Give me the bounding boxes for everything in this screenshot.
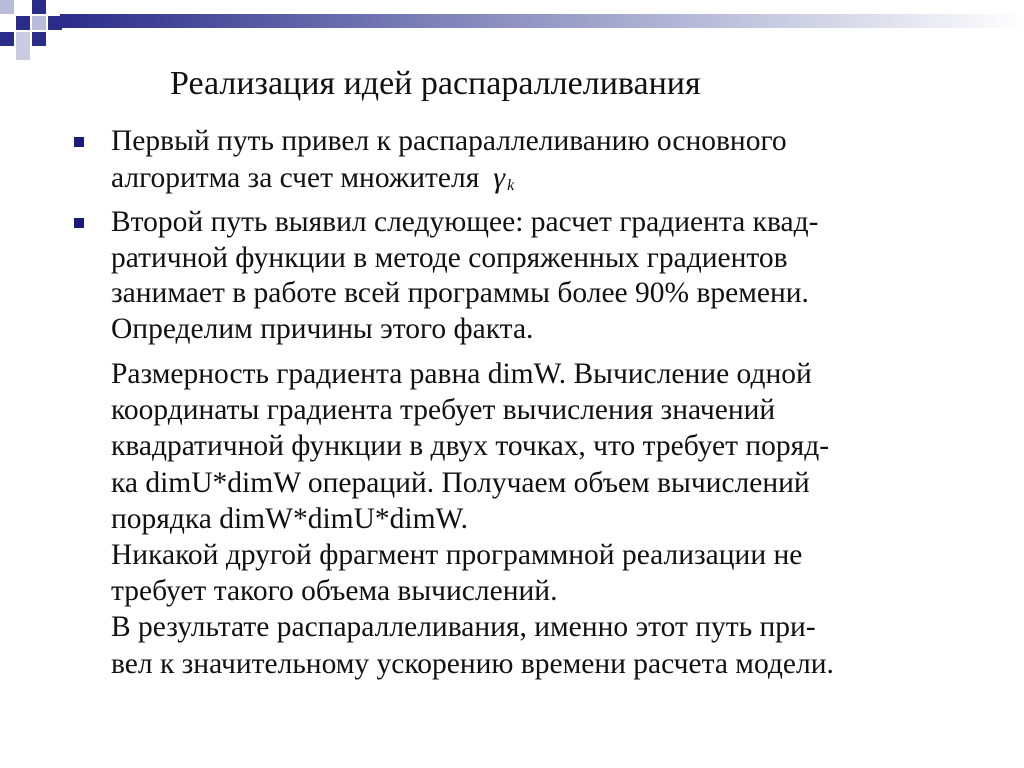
paragraph-line: координаты градиента требует вычисления значений bbox=[111, 394, 776, 427]
paragraph-line: Никакой другой фрагмент программной реализации не bbox=[111, 539, 803, 572]
paragraph-line: требует такого объема вычислений. bbox=[111, 575, 558, 608]
bullet-line-with-symbol bbox=[111, 160, 974, 204]
subscript-k: k bbox=[507, 176, 515, 194]
square-bullet-icon bbox=[74, 218, 84, 228]
bullet-line: ратичной функции в методе сопряженных градиентов bbox=[111, 241, 788, 274]
explanation-paragraph bbox=[74, 356, 974, 682]
gamma-k-symbol bbox=[493, 160, 514, 204]
slide-content bbox=[74, 124, 974, 682]
bullet-line: Определим причины этого факта. bbox=[111, 312, 534, 345]
bullet-second-path bbox=[74, 205, 974, 347]
bullet-line: Второй путь выявил следующее: расчет градиента квад- bbox=[111, 206, 819, 238]
paragraph-line: квадратичной функции в двух точках, что требует поряд- bbox=[111, 430, 830, 463]
bullet-first-path bbox=[74, 124, 974, 203]
header-ornament bbox=[0, 0, 1024, 60]
bullet-line: алгоритма за счет множителя bbox=[111, 161, 480, 194]
paragraph-line: Размерность градиента равна dimW. Вычисление одной bbox=[111, 358, 812, 390]
gamma-symbol: γ bbox=[493, 160, 506, 194]
paragraph-line: вел к значительному ускорению времени расчета модели. bbox=[111, 647, 834, 680]
bullet-line: Первый путь привел к распараллеливанию основного bbox=[111, 125, 787, 157]
slide-title: Реализация идей распараллеливания bbox=[170, 65, 701, 102]
paragraph-line: ка dimU*dimW операций. Получаем объем вычислений bbox=[111, 466, 810, 499]
paragraph-line: порядка dimW*dimU*dimW. bbox=[111, 502, 469, 535]
square-bullet-icon bbox=[74, 137, 84, 147]
paragraph-line: В результате распараллеливания, именно этот путь при- bbox=[111, 611, 816, 644]
bullet-line: занимает в работе всей программы более 90% времени. bbox=[111, 277, 809, 309]
